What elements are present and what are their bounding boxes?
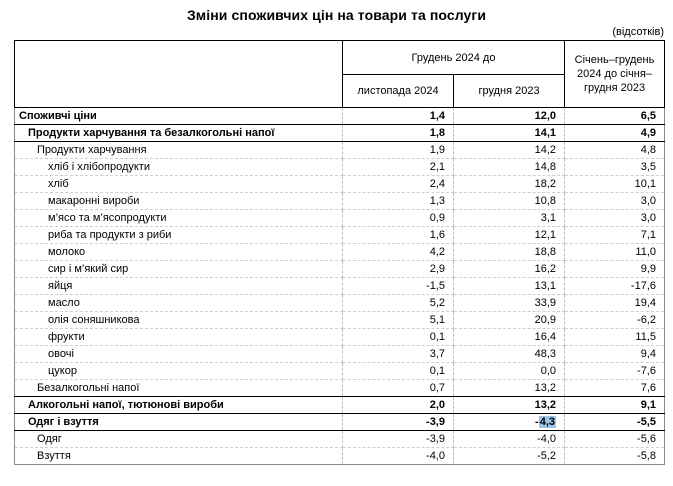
value-cell: -3,9 <box>343 431 454 448</box>
value-cell: 1,6 <box>343 227 454 244</box>
value-cell: 4,9 <box>565 125 665 142</box>
row-label: масло <box>15 295 343 312</box>
value-cell: 13,1 <box>454 278 565 295</box>
value-cell: 0,9 <box>343 210 454 227</box>
value-cell: -5,6 <box>565 431 665 448</box>
value-cell: 0,1 <box>343 329 454 346</box>
table-row <box>15 414 665 431</box>
row-label: Продукти харчування <box>15 142 343 159</box>
row-label: Взуття <box>15 448 343 465</box>
table-row <box>15 244 665 261</box>
value-cell: 11,5 <box>565 329 665 346</box>
value-cell: 4,2 <box>343 244 454 261</box>
row-label: Продукти харчування та безалкогольні напої <box>15 125 343 142</box>
unit-note: (відсотків) <box>612 26 664 38</box>
table-row <box>15 295 665 312</box>
value-cell: 2,4 <box>343 176 454 193</box>
row-label: хліб і хлібопродукти <box>15 159 343 176</box>
row-label: Споживчі ціни <box>15 108 343 125</box>
table-row <box>15 346 665 363</box>
table-row <box>15 227 665 244</box>
value-cell: 20,9 <box>454 312 565 329</box>
row-label: макаронні вироби <box>15 193 343 210</box>
header-col3-cell: Січень–грудень 2024 до січня–грудня 2023 <box>565 41 665 108</box>
row-label: фрукти <box>15 329 343 346</box>
value-cell: -4,0 <box>343 448 454 465</box>
table-row <box>15 363 665 380</box>
value-cell: 5,2 <box>343 295 454 312</box>
value-cell: -17,6 <box>565 278 665 295</box>
row-label: м’ясо та м’ясопродукти <box>15 210 343 227</box>
value-cell: 5,1 <box>343 312 454 329</box>
table-row <box>15 159 665 176</box>
value-cell: -5,8 <box>565 448 665 465</box>
value-cell: -4,3 <box>454 414 565 431</box>
value-cell: 11,0 <box>565 244 665 261</box>
value-cell: 1,8 <box>343 125 454 142</box>
value-cell: 14,8 <box>454 159 565 176</box>
value-cell: 48,3 <box>454 346 565 363</box>
value-cell: 2,9 <box>343 261 454 278</box>
value-cell: 13,2 <box>454 397 565 414</box>
header-col2-cell: грудня 2023 <box>454 75 565 108</box>
value-cell: 3,1 <box>454 210 565 227</box>
table-row <box>15 431 665 448</box>
row-label: овочі <box>15 346 343 363</box>
value-cell: 0,7 <box>343 380 454 397</box>
value-cell: 12,0 <box>454 108 565 125</box>
value-cell: 16,4 <box>454 329 565 346</box>
value-cell: 1,9 <box>343 142 454 159</box>
row-label: молоко <box>15 244 343 261</box>
row-label: олія соняшникова <box>15 312 343 329</box>
value-cell: 7,1 <box>565 227 665 244</box>
table-row <box>15 448 665 465</box>
value-cell: 3,5 <box>565 159 665 176</box>
table-row <box>15 278 665 295</box>
value-cell: 3,0 <box>565 193 665 210</box>
value-cell: 9,9 <box>565 261 665 278</box>
value-cell: 33,9 <box>454 295 565 312</box>
value-cell: 2,0 <box>343 397 454 414</box>
row-label: Одяг і взуття <box>15 414 343 431</box>
value-cell: 2,1 <box>343 159 454 176</box>
value-cell: 0,1 <box>343 363 454 380</box>
value-cell: 1,4 <box>343 108 454 125</box>
row-label: сир і м’який сир <box>15 261 343 278</box>
value-cell: 16,2 <box>454 261 565 278</box>
table-row <box>15 142 665 159</box>
row-label: Безалкогольні напої <box>15 380 343 397</box>
value-cell: 9,1 <box>565 397 665 414</box>
value-cell: 3,0 <box>565 210 665 227</box>
value-cell: 7,6 <box>565 380 665 397</box>
value-cell: 14,1 <box>454 125 565 142</box>
value-cell: 12,1 <box>454 227 565 244</box>
row-label: цукор <box>15 363 343 380</box>
value-cell: 10,1 <box>565 176 665 193</box>
row-label: Алкогольні напої, тютюнові вироби <box>15 397 343 414</box>
table-row <box>15 125 665 142</box>
value-cell: -5,5 <box>565 414 665 431</box>
value-cell: 1,3 <box>343 193 454 210</box>
value-cell: -5,2 <box>454 448 565 465</box>
value-cell: -7,6 <box>565 363 665 380</box>
value-cell: 18,8 <box>454 244 565 261</box>
table-row <box>15 210 665 227</box>
value-cell: 9,4 <box>565 346 665 363</box>
value-cell: 19,4 <box>565 295 665 312</box>
row-label: хліб <box>15 176 343 193</box>
highlighted-value: 4,3 <box>539 415 555 428</box>
value-cell: -4,0 <box>454 431 565 448</box>
table-row <box>15 176 665 193</box>
value-cell: 4,8 <box>565 142 665 159</box>
value-cell: -6,2 <box>565 312 665 329</box>
value-cell: 0,0 <box>454 363 565 380</box>
table-row <box>15 329 665 346</box>
value-cell: -3,9 <box>343 414 454 431</box>
header-col1-cell: листопада 2024 <box>343 75 454 108</box>
header-group-cell: Грудень 2024 до <box>343 41 565 75</box>
value-cell: 14,2 <box>454 142 565 159</box>
table-row <box>15 380 665 397</box>
value-cell: 10,8 <box>454 193 565 210</box>
header-label-cell <box>15 41 343 108</box>
value-cell: 3,7 <box>343 346 454 363</box>
value-cell: 6,5 <box>565 108 665 125</box>
table-row <box>15 261 665 278</box>
value-cell: -1,5 <box>343 278 454 295</box>
row-label: риба та продукти з риби <box>15 227 343 244</box>
value-cell: 18,2 <box>454 176 565 193</box>
consumer-prices-table <box>14 40 665 465</box>
page-title: Зміни споживчих цін на товари та послуги <box>186 7 487 23</box>
table-row <box>15 312 665 329</box>
table-header <box>15 41 665 108</box>
table-row <box>15 108 665 125</box>
table-row <box>15 397 665 414</box>
row-label: яйця <box>15 278 343 295</box>
value-cell: 13,2 <box>454 380 565 397</box>
table-row <box>15 193 665 210</box>
table-body <box>15 108 665 465</box>
row-label: Одяг <box>15 431 343 448</box>
